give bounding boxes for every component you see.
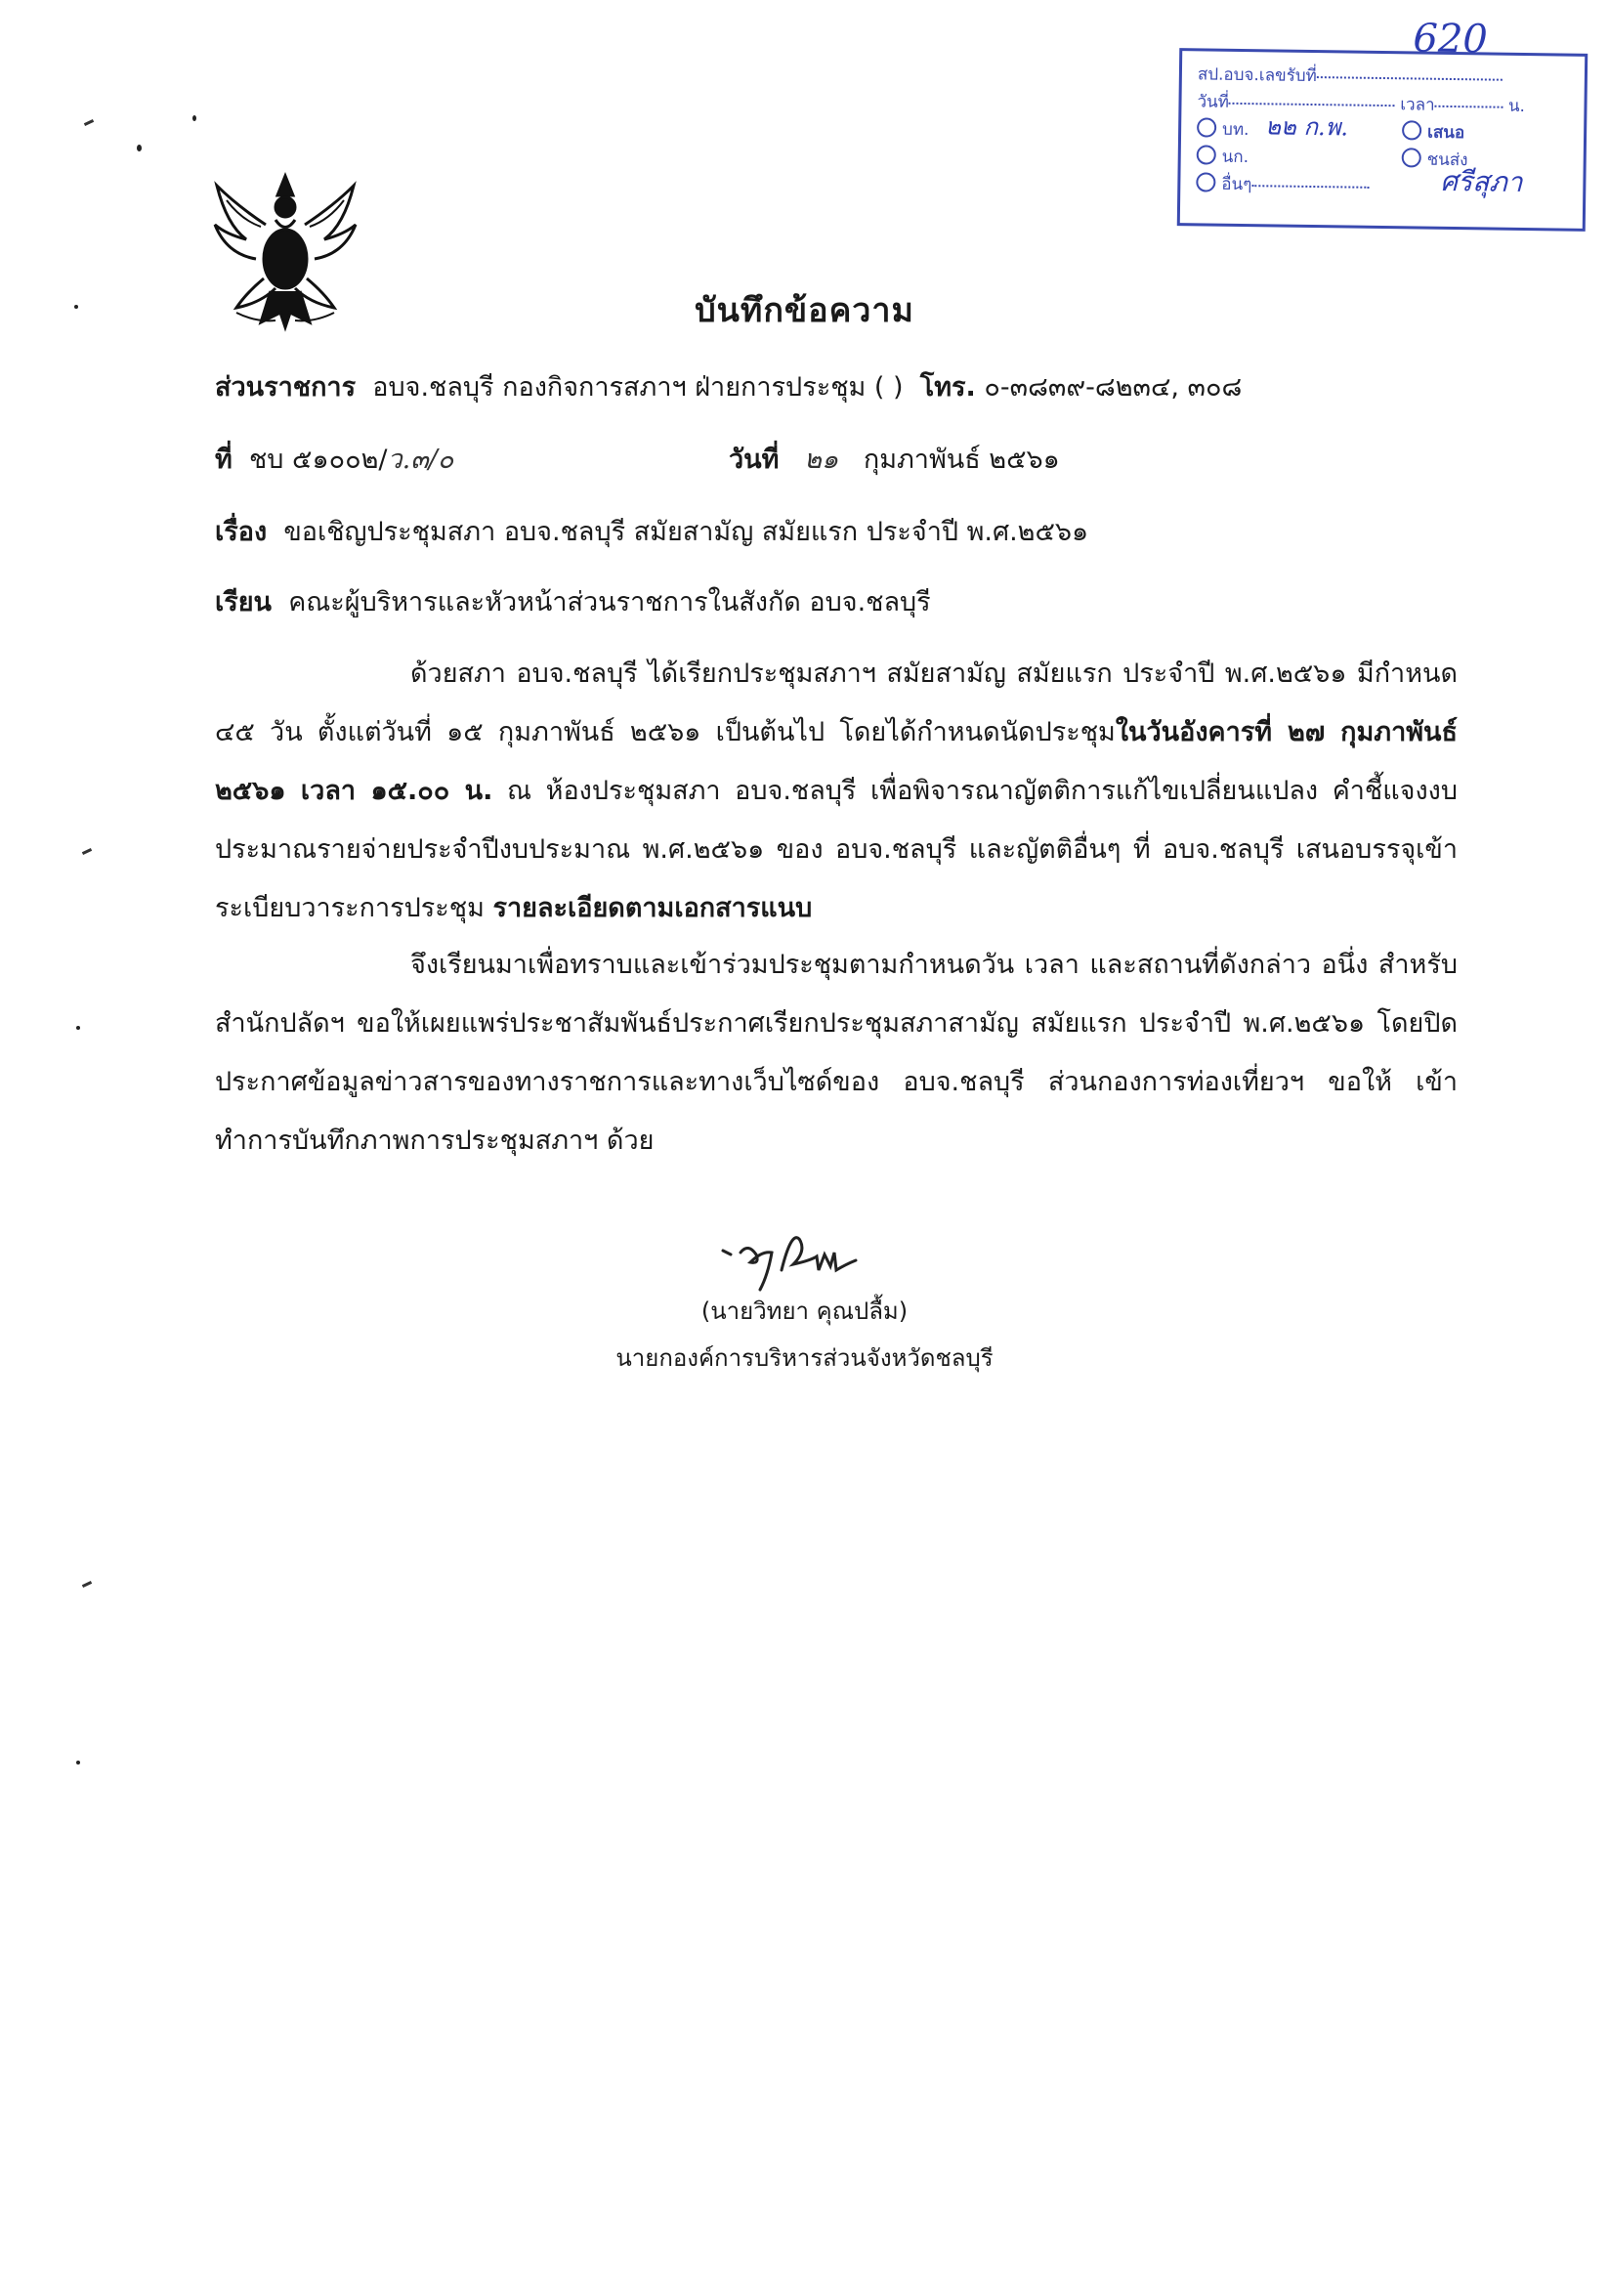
phone-label: โทร. <box>919 372 976 403</box>
subject-label: เรื่อง <box>215 517 268 547</box>
stamp-time-label: เวลา <box>1400 95 1435 115</box>
stamp-circle-icon <box>1402 148 1421 167</box>
ref-label: ที่ <box>215 445 233 475</box>
scan-mark <box>82 1581 92 1588</box>
agency-label: ส่วนราชการ <box>215 372 357 403</box>
stamp-initials: ศรีสุภา <box>1440 164 1523 199</box>
stamp-option-nk: นก. <box>1221 147 1249 168</box>
body-p1-text: ด้วยสภา อบจ.ชลบุรี ได้เรียกประชุมสภาฯ สมัยสามัญ สมัยแรก ประจำปี พ.ศ.๒๕๖๑ มีกำหนด ๔๕ วัน ตั้งแต่วันที่ ๑๕ กุมภาพันธ์ ๒๕๖๑ เป็นต้นไป โดยได้กำหนดนัดประชุม <box>215 659 1458 747</box>
scan-mark <box>192 115 196 121</box>
stamp-circle-icon <box>1196 172 1215 191</box>
ref-line <box>215 438 453 480</box>
body-p2-text: จึงเรียนมาเพื่อทราบและเข้าร่วมประชุมตามกำหนดวัน เวลา และสถานที่ดังกล่าว อนึ่ง สำหรับ สำนักปลัดฯ ขอให้เผยแพร่ประชาสัมพันธ์ประกาศเรียกประชุมสภาสามัญ สมัยแรก ประจำปี พ.ศ.๒๕๖๑ โดยปิดประกาศข้อมูลข่าวสารของทางราชการและทางเว็บไซด์ของ อบจ.ชลบุรี ส่วนกองการท่องเที่ยวฯ ขอให้ เข้าทำการบันทึกภาพการประชุมสภาฯ ด้วย <box>215 950 1458 1156</box>
scan-mark <box>76 1761 80 1765</box>
ref-handwritten: ว.๓/๐ <box>387 445 454 475</box>
agency-value: อบจ.ชลบุรี กองกิจการสภาฯ ฝ่ายการประชุม ( ) <box>372 372 904 403</box>
body-p1-attachment-note: รายละเอียดตามเอกสารแนบ <box>492 893 813 923</box>
stamp-option-bt: บท. <box>1221 119 1249 141</box>
body-p1-text-cont: ณ ห้องประชุมสภา อบจ.ชลบุรี เพื่อพิจารณาญัตติการแก้ไขเปลี่ยนแปลง คำชี้แจงงบประมาณรายจ่ายประจำปีงบประมาณ พ.ศ.๒๕๖๑ ของ อบจ.ชลบุรี และญัตติอื่นๆ ที่ อบจ.ชลบุรี เสนอบรรจุเข้าระเบียบวาระการประชุม <box>215 776 1458 923</box>
scan-mark <box>82 848 92 855</box>
subject-line <box>215 510 1088 552</box>
body-paragraph-2 <box>215 936 1458 1170</box>
handwritten-signature <box>625 1221 948 1299</box>
stamp-option-other: อื่นๆ <box>1221 174 1252 195</box>
stamp-time-unit: น. <box>1507 96 1526 117</box>
stamp-circle-icon <box>1197 145 1216 164</box>
date-label: วันที่ <box>729 445 780 475</box>
date-value: กุมภาพันธ์ ๒๕๖๑ <box>863 445 1060 475</box>
to-label: เรียน <box>215 587 273 617</box>
memo-title: บันทึกข้อความ <box>695 291 914 330</box>
stamp-circle-icon <box>1402 120 1421 140</box>
to-value: คณะผู้บริหารและหัวหน้าส่วนราชการในสังกัด อบจ.ชลบุรี <box>288 587 931 617</box>
body-p1-meeting-date: ในวันอังคารที่ ๒๗ กุมภาพันธ์ ๒๕๖๑ เวลา ๑๕.๐๐ น. <box>215 717 1458 806</box>
scan-mark <box>74 305 78 309</box>
subject-value: ขอเชิญประชุมสภา อบจ.ชลบุรี สมัยสามัญ สมัยแรก ประจำปี พ.ศ.๒๕๖๑ <box>283 517 1089 547</box>
date-handwritten: ๒๑ <box>804 445 839 475</box>
stamp-hand-date: ๒๒ ก.พ. <box>1264 112 1349 142</box>
date-line <box>729 438 1060 480</box>
stamp-office-label: สป.อบจ.เลขรับที่ <box>1197 64 1317 87</box>
stamp-date-label: วันที่ <box>1197 92 1230 112</box>
scan-mark <box>76 1026 80 1030</box>
receipt-stamp <box>1177 16 1588 232</box>
signatory-name: (นายวิทยา คุณปลื้ม) <box>700 1297 909 1325</box>
scan-mark <box>137 145 142 151</box>
ref-value: ชบ ๕๑๐๐๒/ <box>248 445 388 475</box>
stamp-row-3 <box>1196 164 1573 202</box>
stamp-option-present: เสนอ <box>1426 122 1465 144</box>
stamp-number: 620 <box>1413 16 1489 63</box>
scan-mark <box>84 119 94 126</box>
phone-value: ๐-๓๘๓๙-๘๒๓๔, ๓๐๘ <box>984 372 1243 403</box>
to-line <box>215 580 931 622</box>
body-paragraph-1 <box>215 645 1458 938</box>
stamp-option-send: ชนส่ง <box>1426 149 1468 171</box>
stamp-circle-icon <box>1197 117 1216 137</box>
signatory-position: นายกองค์การบริหารส่วนจังหวัดชลบุรี <box>615 1344 994 1372</box>
agency-line <box>215 365 1242 407</box>
